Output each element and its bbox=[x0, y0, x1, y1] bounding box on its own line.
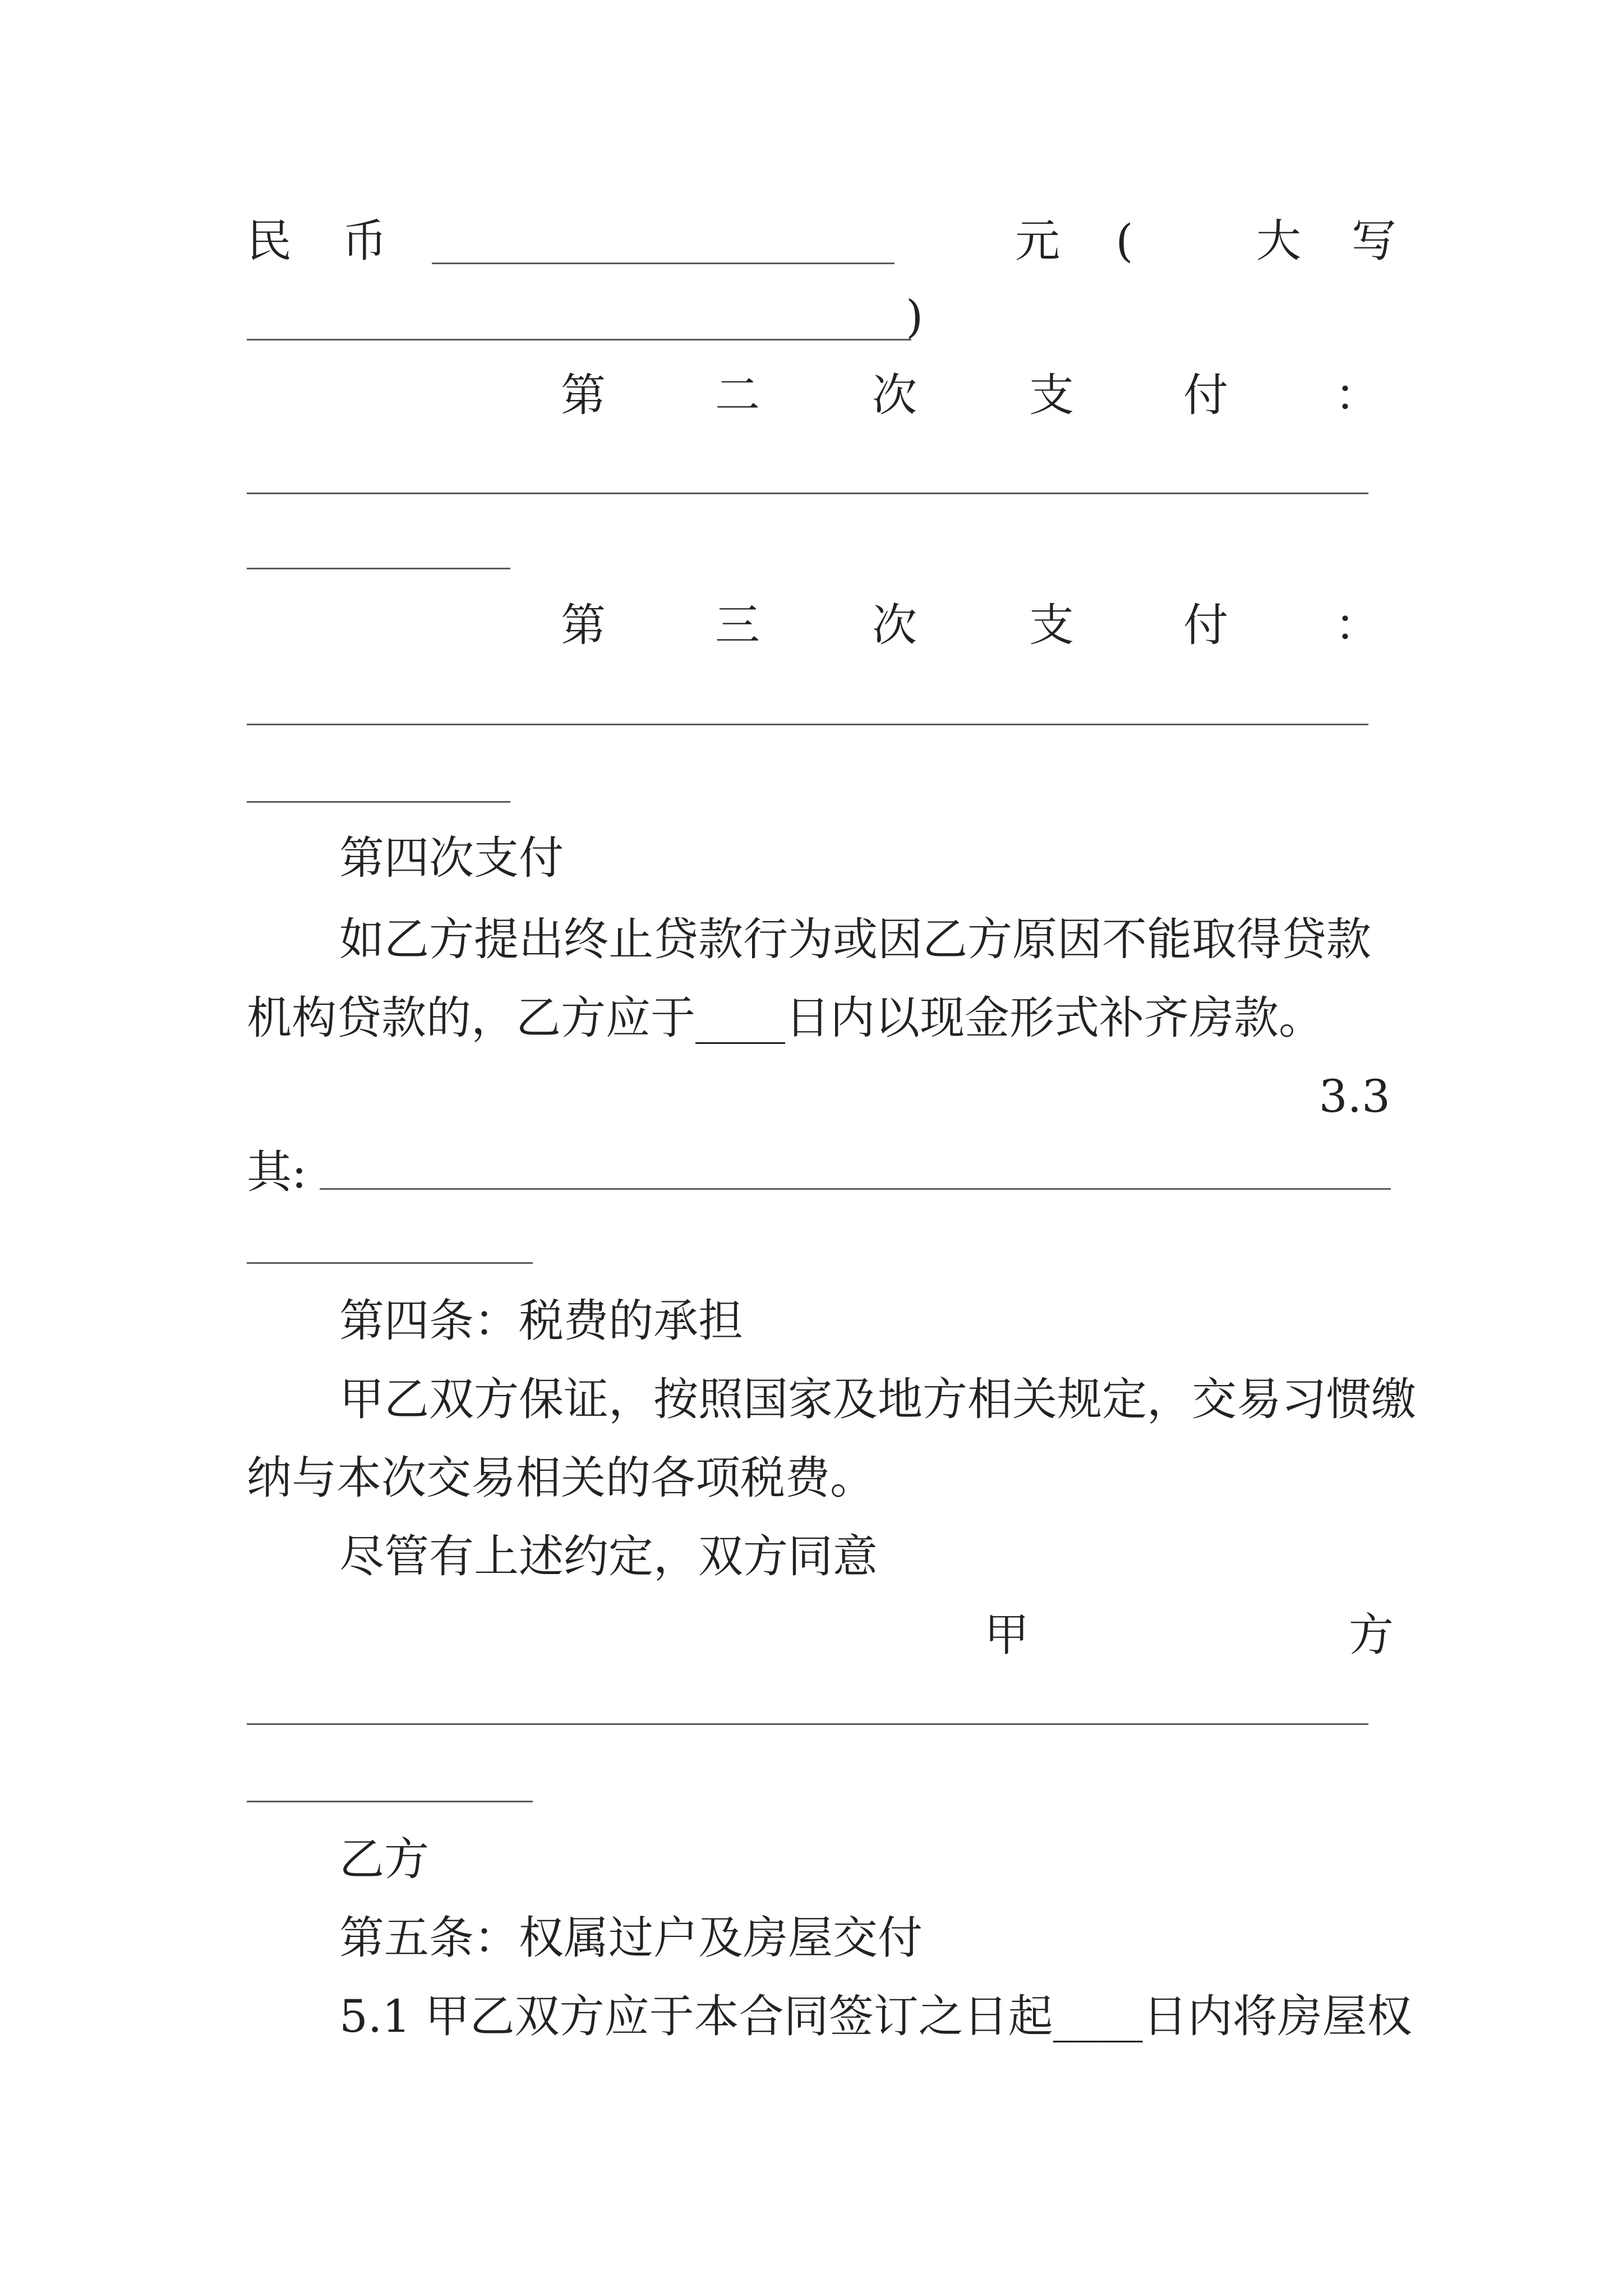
article5-clause-5-1: 5.1 甲乙双方应于本合同签订之日起____日内将房屋权 bbox=[339, 1990, 1412, 2042]
party-a-char-fang: 方 bbox=[1349, 1609, 1394, 1661]
section-3-3-blank-line-1 bbox=[320, 1188, 1391, 1190]
payment2-char-5: 付 bbox=[1183, 369, 1228, 421]
char-min: 民 bbox=[247, 215, 292, 267]
loan-clause-line-2: 机构贷款的，乙方应于____日内以现金形式补齐房款。 bbox=[247, 992, 1324, 1044]
payment3-blank-line-1 bbox=[247, 724, 1368, 725]
payment3-char-5: 付 bbox=[1183, 599, 1228, 651]
payment3-char-1: 第 bbox=[561, 599, 606, 651]
payment2-colon: ： bbox=[1335, 369, 1380, 421]
section-3-3-number: 3.3 bbox=[1318, 1070, 1390, 1122]
payment2-blank-line-1 bbox=[247, 493, 1368, 494]
payment2-char-2: 二 bbox=[715, 369, 760, 421]
payment2-char-1: 第 bbox=[561, 369, 606, 421]
section-3-3-blank-line-2 bbox=[247, 1262, 533, 1264]
payment4-label: 第四次支付 bbox=[339, 832, 564, 884]
article4-para1-line-1: 甲乙双方保证，按照国家及地方相关规定，交易习惯缴 bbox=[339, 1373, 1416, 1425]
article4-para2: 尽管有上述约定，双方同意 bbox=[339, 1530, 878, 1582]
article4-title: 第四条：税费的承担 bbox=[339, 1295, 743, 1347]
amount-blank-line bbox=[432, 263, 895, 264]
payment3-char-3: 次 bbox=[872, 599, 917, 651]
char-bi: 币 bbox=[342, 215, 387, 267]
party-a-blank-line-2 bbox=[247, 1801, 533, 1802]
paren-close: ) bbox=[906, 291, 924, 343]
paren-open: ( bbox=[1115, 215, 1133, 267]
char-xie: 写 bbox=[1352, 215, 1396, 267]
amount-uppercase-blank-line bbox=[247, 339, 911, 341]
party-b-label: 乙方 bbox=[339, 1833, 429, 1885]
payment2-char-3: 次 bbox=[872, 369, 917, 421]
article4-para1-line-2: 纳与本次交易相关的各项税费。 bbox=[247, 1452, 875, 1504]
section-3-3-prefix: 其: bbox=[247, 1146, 307, 1198]
payment2-blank-line-2 bbox=[247, 568, 510, 569]
party-a-char-jia: 甲 bbox=[984, 1609, 1029, 1661]
payment3-blank-line-2 bbox=[247, 801, 510, 803]
loan-clause-line-1: 如乙方提出终止贷款行为或因乙方原因不能取得贷款 bbox=[339, 913, 1371, 965]
article5-title: 第五条：权属过户及房屋交付 bbox=[339, 1912, 923, 1964]
char-da: 大 bbox=[1256, 215, 1301, 267]
party-a-blank-line-1 bbox=[247, 1723, 1368, 1725]
char-yuan: 元 bbox=[1015, 215, 1060, 267]
payment2-char-4: 支 bbox=[1029, 369, 1074, 421]
payment3-colon: ： bbox=[1335, 599, 1380, 651]
payment3-char-2: 三 bbox=[715, 599, 760, 651]
payment3-char-4: 支 bbox=[1029, 599, 1074, 651]
